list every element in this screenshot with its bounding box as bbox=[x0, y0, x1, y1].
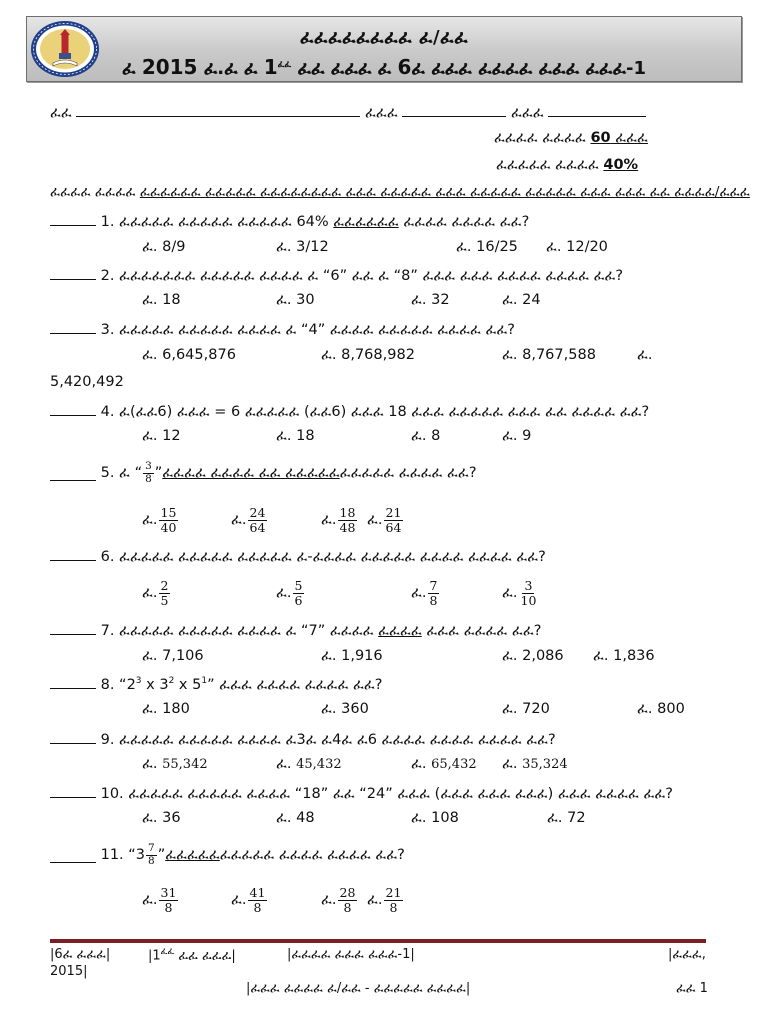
option-d[interactable] bbox=[367, 502, 404, 538]
fraction-denominator: 6 bbox=[294, 592, 303, 608]
fraction-numerator: 5 bbox=[294, 578, 303, 594]
option-c[interactable]: ፈ. 2,086 bbox=[502, 648, 564, 664]
option-label: ፈ. bbox=[321, 512, 337, 528]
roll-number-field[interactable] bbox=[548, 102, 646, 117]
option-label: ፈ. bbox=[367, 512, 383, 528]
time-value: 60 bbox=[590, 130, 611, 146]
question-stem: 1. ፈፈፈፈፈ ፈፈፈፈፈ ፈፈፈፈፈ 64% bbox=[100, 214, 334, 230]
fraction-numerator: 3 bbox=[145, 460, 152, 473]
term-number: 1 bbox=[263, 55, 278, 79]
option-d[interactable] bbox=[367, 882, 404, 918]
option-label: ፈ. bbox=[142, 756, 158, 772]
time-label: ፈፈፈፈ ፈፈፈፈ bbox=[494, 130, 591, 146]
option-label: ፈ. bbox=[142, 512, 158, 528]
option-a[interactable]: ፈ. 180 bbox=[142, 701, 190, 717]
exam-calendar: ፈ.ፈ ፈ bbox=[197, 58, 264, 79]
fraction bbox=[146, 843, 157, 866]
option-label: ፈ. bbox=[142, 892, 158, 908]
option-label: ፈ. bbox=[411, 585, 427, 601]
option-c[interactable]: ፈ. 32 bbox=[411, 292, 450, 308]
answer-blank[interactable] bbox=[50, 674, 96, 689]
option-label: ፈ. bbox=[231, 512, 247, 528]
footer-term bbox=[148, 947, 236, 963]
option-b[interactable]: ፈ. 48 bbox=[276, 810, 315, 826]
fraction-denominator: 8 bbox=[164, 899, 173, 915]
fraction bbox=[338, 886, 358, 913]
option-b[interactable]: ፈ. 3/12 bbox=[276, 239, 329, 255]
option-b[interactable] bbox=[231, 502, 268, 538]
question-stem-underlined: ፈፈፈፈ bbox=[378, 623, 422, 639]
option-label: ፈ. bbox=[411, 756, 427, 772]
fraction bbox=[143, 461, 154, 484]
option-c[interactable]: ፈ. 8 bbox=[411, 428, 441, 444]
option-d-value[interactable]: 5,420,492 bbox=[50, 374, 124, 390]
fraction-denominator: 8 bbox=[343, 899, 352, 915]
answer-blank[interactable] bbox=[50, 211, 96, 226]
answer-blank[interactable] bbox=[50, 848, 96, 863]
fraction-denominator: 8 bbox=[148, 854, 155, 867]
answer-blank[interactable] bbox=[50, 319, 96, 334]
fraction bbox=[338, 506, 358, 533]
exponent: 3 bbox=[135, 676, 142, 687]
fraction-numerator: 28 bbox=[339, 885, 356, 901]
exam-title bbox=[27, 55, 741, 79]
option-label: ፈ. bbox=[502, 756, 518, 772]
option-a[interactable] bbox=[142, 756, 208, 772]
fraction bbox=[159, 579, 171, 606]
question-stem: 7. ፈፈፈፈፈ ፈፈፈፈፈ ፈፈፈፈ ፈ “7” ፈፈፈፈ bbox=[100, 623, 379, 639]
question-stem: 2. ፈፈፈፈፈፈፈ ፈፈፈፈፈ ፈፈፈፈ ፈ “6” ፈፈ ፈ “8” ፈፈፈ ፈፈፈ ፈፈፈፈ ፈፈፈፈ ፈፈ? bbox=[100, 268, 624, 284]
option-c[interactable] bbox=[411, 756, 477, 772]
option-d[interactable]: ፈ. 24 bbox=[502, 292, 541, 308]
option-b[interactable]: ፈ. 30 bbox=[276, 292, 315, 308]
question-stem: 9. ፈፈፈፈፈ ፈፈፈፈፈ ፈፈፈፈ ፈ3ፈ ፈ4ፈ ፈ6 ፈፈፈፈ ፈፈፈፈ ፈፈፈፈ ፈፈ? bbox=[100, 732, 556, 748]
option-c[interactable]: ፈ. 720 bbox=[502, 701, 550, 717]
question-stem: 11. “3 bbox=[100, 847, 146, 863]
option-value: 35,324 bbox=[522, 757, 568, 772]
footer-school: |ፈፈፈ ፈፈፈፈ ፈ/ፈፈ - ፈፈፈፈፈ ፈፈፈፈ| bbox=[246, 981, 471, 996]
option-d[interactable]: ፈ. 12/20 bbox=[546, 239, 608, 255]
option-d[interactable] bbox=[502, 575, 539, 611]
fraction-denominator: 8 bbox=[145, 472, 152, 485]
time-allowed bbox=[494, 130, 648, 146]
question-stem-quote: ” bbox=[157, 847, 166, 863]
exponent: 1 bbox=[201, 676, 208, 687]
footer-term-suffix: ፈፈ bbox=[160, 947, 175, 957]
option-a[interactable] bbox=[142, 502, 179, 538]
fraction-denominator: 5 bbox=[160, 592, 169, 608]
option-d[interactable]: ፈ. bbox=[637, 347, 653, 363]
fraction-denominator: 64 bbox=[249, 519, 266, 535]
option-a[interactable] bbox=[142, 575, 171, 611]
section-field[interactable] bbox=[402, 102, 506, 117]
fraction bbox=[384, 886, 404, 913]
option-value: 45,432 bbox=[296, 757, 342, 772]
fraction-numerator: 7 bbox=[429, 578, 438, 594]
student-info-row bbox=[50, 102, 646, 121]
question-stem-part: x 5 bbox=[174, 677, 202, 693]
exam-weight bbox=[496, 157, 638, 173]
instructions bbox=[50, 184, 750, 200]
option-a[interactable] bbox=[142, 882, 179, 918]
option-b[interactable]: ፈ. 360 bbox=[321, 701, 369, 717]
option-b[interactable]: ፈ. 8,768,982 bbox=[321, 347, 415, 363]
option-a[interactable]: ፈ. 36 bbox=[142, 810, 181, 826]
fraction-numerator: 41 bbox=[249, 885, 266, 901]
fraction-denominator: 40 bbox=[160, 519, 177, 535]
fraction-denominator: 8 bbox=[389, 899, 398, 915]
fraction bbox=[159, 886, 179, 913]
option-a[interactable]: ፈ. 7,106 bbox=[142, 648, 204, 664]
fraction-denominator: 48 bbox=[339, 519, 356, 535]
option-a[interactable]: ፈ. 18 bbox=[142, 292, 181, 308]
question-stem: 6. ፈፈፈፈፈ ፈፈፈፈፈ ፈፈፈፈፈ ፈ-ፈፈፈፈ ፈፈፈፈፈ ፈፈፈፈ ፈፈፈፈ ፈፈ? bbox=[100, 549, 546, 565]
option-label: ፈ. bbox=[502, 585, 518, 601]
footer-month: |ፈፈፈ, bbox=[668, 947, 706, 962]
question-1 bbox=[50, 211, 529, 230]
option-d[interactable]: ፈ. 9 bbox=[502, 428, 532, 444]
question-5 bbox=[50, 456, 477, 490]
option-value: 65,432 bbox=[431, 757, 477, 772]
option-d[interactable]: ፈ. 72 bbox=[547, 810, 586, 826]
option-b[interactable] bbox=[276, 575, 305, 611]
answer-blank[interactable] bbox=[50, 546, 96, 561]
fraction-numerator: 21 bbox=[385, 885, 402, 901]
section-label: ፈፈፈ bbox=[365, 105, 398, 121]
question-7 bbox=[50, 620, 541, 639]
fraction-denominator: 8 bbox=[429, 592, 438, 608]
question-4 bbox=[50, 401, 649, 420]
school-title: ፈፈፈፈፈፈፈፈ ፈ/ፈፈ bbox=[299, 27, 469, 48]
fraction-numerator: 15 bbox=[160, 505, 177, 521]
answer-blank[interactable] bbox=[50, 783, 96, 798]
question-stem: 5. ፈ “ bbox=[100, 465, 143, 481]
question-3 bbox=[50, 319, 515, 338]
option-label: ፈ. bbox=[276, 756, 292, 772]
fraction-numerator: 24 bbox=[249, 505, 266, 521]
fraction-denominator: 10 bbox=[520, 592, 537, 608]
option-d[interactable] bbox=[502, 756, 568, 772]
option-c[interactable] bbox=[321, 502, 358, 538]
option-c[interactable]: ፈ. 16/25 bbox=[456, 239, 518, 255]
answer-blank[interactable] bbox=[50, 265, 96, 280]
question-stem-end: ፈፈፈፈፈ ፈፈፈፈ ፈፈ? bbox=[339, 465, 477, 481]
header-banner bbox=[26, 16, 742, 82]
footer-term-number: |1 bbox=[148, 948, 161, 964]
exam-title-prefix: ፈ bbox=[122, 58, 142, 79]
footer-term-label: ፈፈ ፈፈፈ| bbox=[174, 948, 236, 964]
answer-blank[interactable] bbox=[50, 401, 96, 416]
fraction bbox=[519, 579, 539, 606]
fraction-numerator: 18 bbox=[339, 505, 356, 521]
option-value: 55,342 bbox=[162, 757, 208, 772]
question-10 bbox=[50, 783, 673, 802]
fraction-denominator: 64 bbox=[385, 519, 402, 535]
question-stem-end: ፈፈፈ ፈፈፈፈ ፈፈ? bbox=[421, 623, 542, 639]
footer-grade: |6ፈ ፈፈፈ| bbox=[50, 947, 111, 962]
fraction bbox=[159, 506, 179, 533]
option-d[interactable]: ፈ. 800 bbox=[637, 701, 685, 717]
question-stem-underlined: ፈፈፈፈ ፈፈፈፈ ፈፈ ፈፈፈፈፈ bbox=[162, 465, 340, 481]
fraction-numerator: 2 bbox=[160, 578, 169, 594]
question-stem-quote: ” bbox=[154, 465, 163, 481]
option-a[interactable]: ፈ. 6,645,876 bbox=[142, 347, 236, 363]
option-label: ፈ. bbox=[231, 892, 247, 908]
question-stem-end: ፈፈፈፈፈ ፈፈፈፈ ፈፈፈፈ ፈፈ? bbox=[219, 847, 405, 863]
fraction bbox=[248, 886, 268, 913]
option-b[interactable] bbox=[231, 882, 268, 918]
question-stem: 10. ፈፈፈፈፈ ፈፈፈፈፈ ፈፈፈፈ “18” ፈፈ “24” ፈፈፈ (ፈፈፈ ፈፈፈ ፈፈፈ) ፈፈፈ ፈፈፈፈ ፈፈ? bbox=[100, 786, 673, 802]
term-label: ፈፈ ፈፈፈ ፈ bbox=[291, 58, 398, 79]
fraction-numerator: 3 bbox=[524, 578, 533, 594]
fraction bbox=[293, 579, 305, 606]
fraction-denominator: 8 bbox=[253, 899, 262, 915]
term-suffix: ፈፈ bbox=[277, 60, 292, 70]
option-c[interactable]: ፈ. 8,767,588 bbox=[502, 347, 596, 363]
question-9 bbox=[50, 729, 556, 748]
exponent: 2 bbox=[168, 676, 175, 687]
question-stem-part: x 3 bbox=[141, 677, 169, 693]
exam-year: 2015 bbox=[141, 55, 198, 79]
question-stem-end: ፈፈፈፈ ፈፈፈፈ ፈፈ? bbox=[398, 214, 530, 230]
question-stem: 8. “2 bbox=[100, 677, 136, 693]
fraction-numerator: 21 bbox=[385, 505, 402, 521]
instructions-label: ፈፈፈፈ ፈፈፈፈ bbox=[50, 184, 140, 200]
option-label: ፈ. bbox=[142, 585, 158, 601]
question-8 bbox=[50, 674, 382, 693]
option-c[interactable] bbox=[321, 882, 358, 918]
grade-number: 6 bbox=[397, 55, 412, 79]
question-stem-end: ” ፈፈፈ ፈፈፈፈ ፈፈፈፈ ፈፈ? bbox=[207, 677, 383, 693]
fraction bbox=[428, 579, 440, 606]
option-d[interactable]: ፈ. 1,836 bbox=[593, 648, 655, 664]
option-a[interactable]: ፈ. 8/9 bbox=[142, 239, 186, 255]
fraction bbox=[248, 506, 268, 533]
footer-subject: |ፈፈፈፈ ፈፈፈ ፈፈፈ-1| bbox=[287, 947, 415, 962]
fraction bbox=[384, 506, 404, 533]
option-c[interactable] bbox=[411, 575, 440, 611]
fraction-numerator: 31 bbox=[160, 885, 177, 901]
option-b[interactable]: ፈ. 18 bbox=[276, 428, 315, 444]
page-number: ፈፈ 1 bbox=[676, 981, 708, 996]
option-c[interactable]: ፈ. 108 bbox=[411, 810, 459, 826]
answer-blank[interactable] bbox=[50, 620, 96, 635]
option-b[interactable] bbox=[276, 756, 342, 772]
weight-label: ፈፈፈፈፈ ፈፈፈፈ bbox=[496, 157, 604, 173]
question-2 bbox=[50, 265, 623, 284]
question-11 bbox=[50, 838, 405, 872]
question-stem: 4. ፈ(ፈፈ6) ፈፈፈ = 6 ፈፈፈፈፈ (ፈፈ6) ፈፈፈ 18 ፈፈፈ ፈፈፈፈፈ ፈፈፈ ፈፈ ፈፈፈፈ ፈፈ? bbox=[100, 404, 650, 420]
time-unit: ፈፈፈ bbox=[610, 130, 648, 146]
question-stem: 3. ፈፈፈፈፈ ፈፈፈፈፈ ፈፈፈፈ ፈ “4” ፈፈፈፈ ፈፈፈፈፈ ፈፈፈፈ ፈፈ? bbox=[100, 322, 515, 338]
option-a[interactable]: ፈ. 12 bbox=[142, 428, 181, 444]
question-6 bbox=[50, 546, 546, 565]
subject-label: ፈ ፈፈፈ ፈፈፈፈ ፈፈፈ ፈፈፈ-1 bbox=[411, 58, 646, 79]
roll-number-label: ፈፈፈ bbox=[510, 105, 544, 121]
fraction-numerator: 7 bbox=[148, 842, 155, 855]
footer-year: 2015| bbox=[50, 964, 88, 979]
footer-divider bbox=[50, 939, 706, 943]
name-label: ፈፈ bbox=[50, 105, 72, 121]
question-stem-underlined: ፈፈፈፈፈ bbox=[165, 847, 220, 863]
option-label: ፈ. bbox=[321, 892, 337, 908]
question-stem-underlined: ፈፈፈፈፈፈ bbox=[333, 214, 399, 230]
name-field[interactable] bbox=[76, 102, 360, 117]
answer-blank[interactable] bbox=[50, 466, 96, 481]
weight-value: 40% bbox=[603, 157, 639, 173]
option-label: ፈ. bbox=[276, 585, 292, 601]
option-label: ፈ. bbox=[367, 892, 383, 908]
answer-blank[interactable] bbox=[50, 729, 96, 744]
instructions-text: ፈፈፈፈፈፈ ፈፈፈፈፈ ፈፈፈፈፈፈፈፈ ፈፈፈ ፈፈፈፈፈ ፈፈፈ ፈፈፈፈፈ ፈፈፈፈፈ ፈፈፈ ፈፈፈ ፈፈ ፈፈፈፈ/ፈፈፈ bbox=[139, 184, 750, 200]
option-b[interactable]: ፈ. 1,916 bbox=[321, 648, 383, 664]
